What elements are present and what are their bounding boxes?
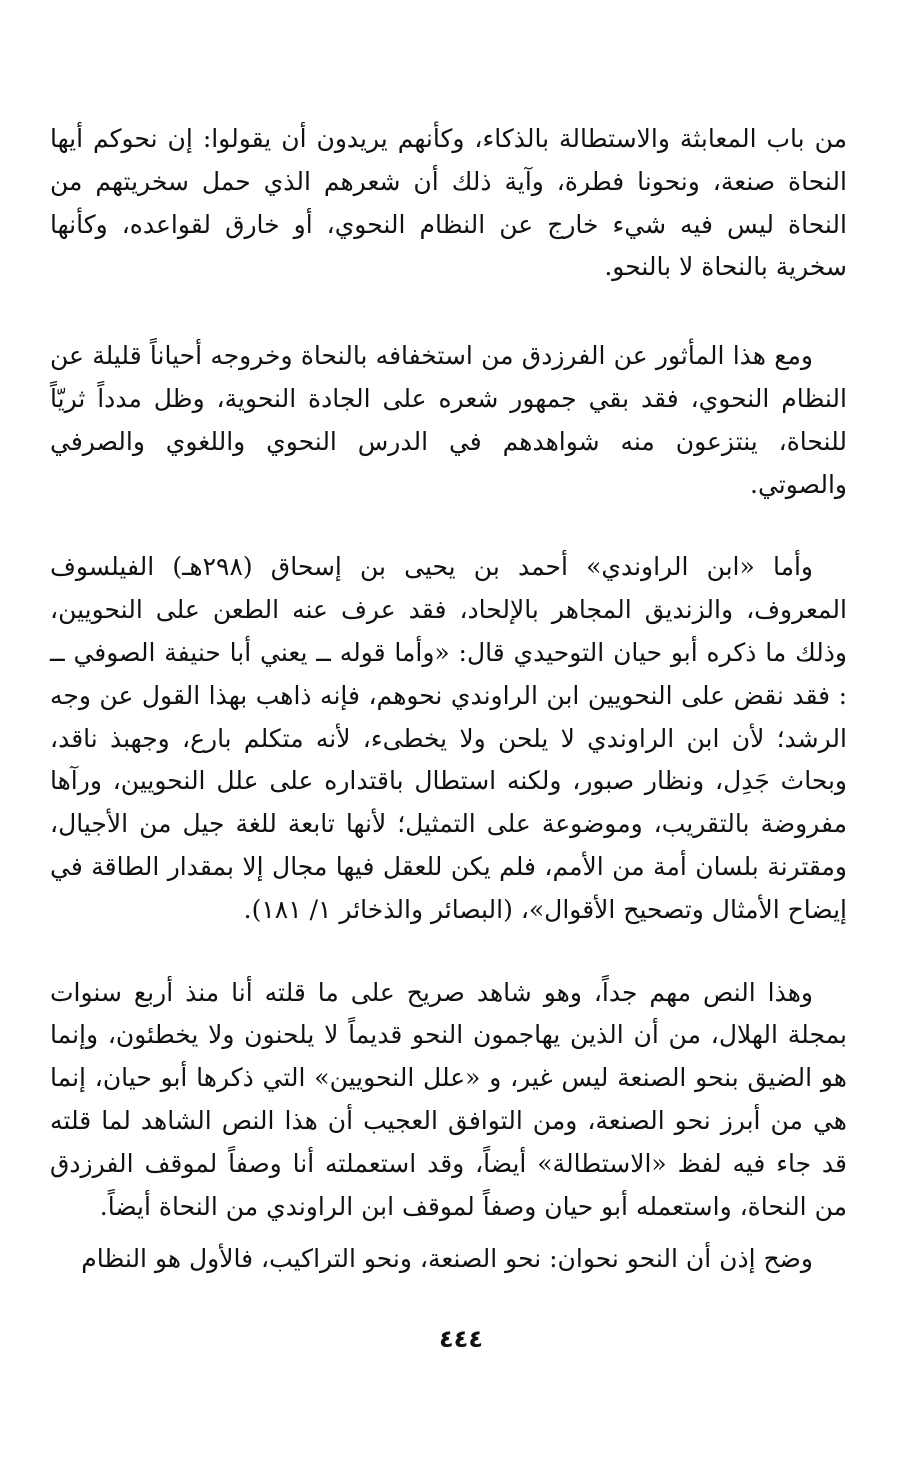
paragraph-2: ومع هذا المأثور عن الفرزدق من استخفافه بالنحاة وخروجه أحياناً قليلة عن النظام النحوي، فقد بقي جمهور شعره على الجادة النحوية، وظل مدداً ثريّاً للنحاة، ينتزعون منه شواهدهم في الدرس النحوي واللغوي والصرفي والصوتي.: [50, 341, 847, 499]
page-number: ٤٤٤: [439, 1325, 483, 1353]
paragraph-3: وأما «ابن الراوندي» أحمد بن يحيى بن إسحاق (٢٩٨هـ) الفيلسوف المعروف، والزنديق المجاهر بالإلحاد، فقد عرف عنه الطعن على النحويين، وذلك ما ذكره أبو حيان التوحيدي قال: «وأما قوله ــ يعني أبا حنيفة الصوفي ــ : فقد نقض على النحويين ابن الراوندي نحوهم، فإنه ذاهب بهذا القول عن وجه الرشد؛ لأن ابن الراوندي لا يلحن ولا يخطىء، لأنه متكلم بارع، وجهبذ ناقد، وبحاث جَدِل، ونظار صبور، ولكنه استطال باقتداره على علل النحويين، ورآها مفروضة بالتقريب، وموضوعة على التمثيل؛ لأنها تابعة للغة جيل من الأجيال، ومقترنة بلسان أمة من الأمم، فلم يكن للعقل فيها مجال إلا بمقدار الطاقة في إيضاح الأمثال وتصحيح الأقوال»، (البصائر والذخائر ١/ ١٨١).: [50, 552, 847, 924]
page-body: [50, 118, 847, 1281]
paragraph-5: وضح إذن أن النحو نحوان: نحو الصنعة، ونحو التراكيب، فالأول هو النظام: [81, 1244, 813, 1274]
paragraph-4: وهذا النص مهم جداً، وهو شاهد صريح على ما قلته أنا منذ أربع سنوات بمجلة الهلال، من أن الذين يهاجمون النحو قديماً لا يلحنون ولا يخطئون، وإنما هو الضيق بنحو الصنعة ليس غير، و «علل النحويين» التي ذكرها أبو حيان، إنما هي من أبرز نحو الصنعة، ومن التوافق العجيب أن هذا النص الشاهد لما قلته قد جاء فيه لفظ «الاستطالة» أيضاً، وقد استعملته أنا وصفاً لموقف الفرزدق من النحاة، واستعمله أبو حيان وصفاً لموقف ابن الراوندي من النحاة أيضاً.: [50, 977, 847, 1221]
paragraph-1: من باب المعابثة والاستطالة بالذكاء، وكأنهم يريدون أن يقولوا: إن نحوكم أيها النحاة صنعة، ونحونا فطرة، وآية ذلك أن شعرهم الذي حمل سخريتهم من النحاة ليس فيه شيء خارج عن النظام النحوي، أو خارق لقواعده، وكأنها سخرية بالنحاة لا بالنحو.: [50, 124, 847, 282]
